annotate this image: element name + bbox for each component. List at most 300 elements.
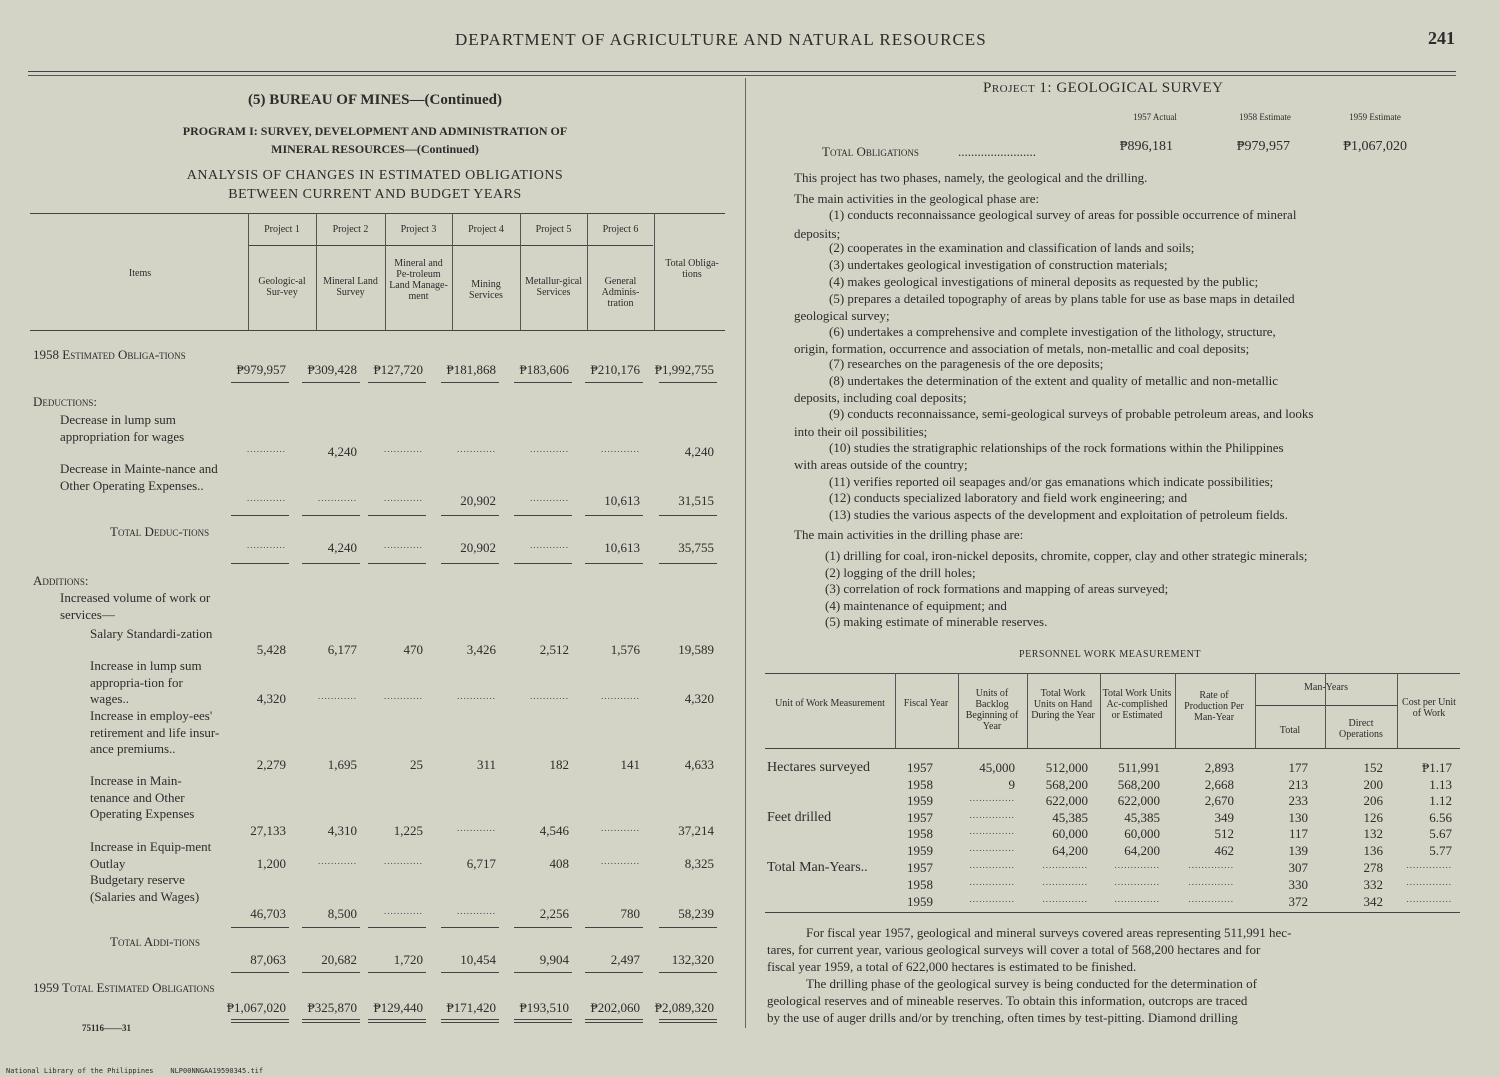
sum-rule [659, 927, 717, 928]
value-cell: ₱325,870 [307, 1000, 357, 1015]
empty-cell: ............ [247, 540, 286, 550]
row-label: Total Addi-tions [110, 934, 200, 949]
sum-rule [585, 563, 643, 564]
value-cell: 4,240 [327, 540, 357, 555]
value-cell: ₱1,067,020 [226, 1000, 286, 1015]
pwm-value: 1.13 [1429, 777, 1452, 792]
closing-line: For fiscal year 1957, geological and mineral surveys covered areas representing 511,991 hec- [806, 925, 1292, 940]
table-header-bottom-rule [30, 330, 725, 331]
pwm-header: Unit of Work Measurement [775, 698, 885, 709]
project-title: Project 1: GEOLOGICAL SURVEY [983, 80, 1224, 96]
empty-cell: ............ [384, 856, 423, 866]
pwm-value: 177 [1288, 760, 1308, 775]
empty-cell: ............ [530, 540, 569, 550]
empty-cell: ............ [384, 906, 423, 916]
intro-text: This project has two phases, namely, the geological and the drilling. [794, 170, 1148, 185]
column-divider [745, 78, 746, 1028]
total-obligations-label: Total Obligations [822, 144, 919, 159]
total-obligation-value: ₱1,067,020 [1343, 139, 1407, 154]
pwm-header: Man-Years [1304, 682, 1348, 693]
geological-activity: (9) conducts reconnaissance, semi-geological surveys of probable petroleum areas, and looks [829, 406, 1314, 421]
value-cell: 132,320 [671, 952, 714, 967]
value-cell: 8,325 [684, 856, 714, 871]
pwm-value: 622,000 [1045, 793, 1088, 808]
value-cell: 1,225 [393, 823, 423, 838]
scan-footer [6, 1067, 263, 1075]
empty-cell: ............ [318, 691, 357, 701]
print-code: 75116——31 [82, 1023, 132, 1033]
sum-rule [368, 382, 426, 383]
value-cell: ₱1,992,755 [654, 362, 714, 377]
sum-rule [231, 563, 289, 564]
value-cell: 2,497 [610, 952, 640, 967]
project-name-header: Geologic-al Sur-vey [258, 276, 306, 298]
final-rule [441, 1019, 499, 1020]
project-header: Project 2 [332, 224, 369, 235]
final-rule-2 [231, 1022, 289, 1023]
final-rule [585, 1019, 643, 1020]
value-cell: 8,500 [327, 906, 357, 921]
manyears-rule [1255, 705, 1397, 706]
pwm-header: Cost per Unit of Work [1402, 697, 1456, 719]
pwm-value: 130 [1288, 810, 1308, 825]
pwm-col-rule [1100, 673, 1101, 748]
empty-cell: ............ [457, 823, 496, 833]
value-cell: 2,256 [539, 906, 569, 921]
pwm-year: 1958 [907, 826, 933, 841]
geological-activity: (11) verifies reported oil seapages and/or gas emanations which indicate possibilities; [829, 474, 1274, 489]
empty-cell: ............ [530, 493, 569, 503]
drilling-activity: (2) logging of the drill holes; [825, 565, 976, 580]
empty-cell: .............. [1114, 894, 1160, 904]
project-row-rule [248, 245, 653, 246]
value-cell: 27,133 [250, 823, 286, 838]
empty-cell: ............ [384, 444, 423, 454]
row-label: Additions: [33, 573, 89, 588]
empty-cell: .............. [1406, 877, 1452, 887]
geological-activity: (2) cooperates in the examination and classification of lands and soils; [829, 240, 1195, 255]
value-cell: 1,695 [327, 757, 357, 772]
sum-rule [231, 382, 289, 383]
value-cell: 2,512 [539, 642, 569, 657]
pwm-value: 1.12 [1429, 793, 1452, 808]
final-rule [514, 1019, 572, 1020]
sum-rule [302, 563, 360, 564]
pwm-value: 332 [1363, 877, 1383, 892]
sum-rule [231, 927, 289, 928]
closing-line: geological reserves and of mineable reserves. To obtain this information, outcrops are traced [767, 993, 1248, 1008]
value-cell: 37,214 [678, 823, 714, 838]
value-cell: ₱171,420 [446, 1000, 496, 1015]
empty-cell: ............ [384, 493, 423, 503]
pwm-value: 2,893 [1204, 760, 1234, 775]
total-obligation-value: ₱896,181 [1119, 139, 1173, 154]
sum-rule [585, 972, 643, 973]
pwm-value: ₱1.17 [1422, 760, 1452, 775]
value-cell: 4,320 [256, 691, 286, 706]
pwm-value: 152 [1363, 760, 1383, 775]
pwm-header: Total [1279, 725, 1301, 736]
value-cell: 1,720 [393, 952, 423, 967]
closing-line: tares, for current year, various geological surveys will cover a total of 568,200 hectares and for [767, 942, 1261, 957]
value-cell: 87,063 [250, 952, 286, 967]
bureau-title: (5) BUREAU OF MINES—(Continued) [247, 92, 503, 108]
sum-rule [441, 382, 499, 383]
empty-cell: .............. [1042, 860, 1088, 870]
sum-rule [514, 927, 572, 928]
project-name-header: Metallur-gical Services [525, 276, 582, 298]
pwm-year: 1959 [907, 793, 933, 808]
value-cell: 311 [476, 757, 496, 772]
pwm-col-rule [1255, 673, 1256, 748]
row-label: Decrease in Mainte-nance and Other Operating Expenses.. [60, 461, 218, 493]
geological-activity: (6) undertakes a comprehensive and complete investigation of the lithology, structure, [829, 324, 1276, 339]
sum-rule [514, 382, 572, 383]
value-cell: 408 [549, 856, 569, 871]
project-header: Project 3 [400, 224, 437, 235]
geological-activity: (3) undertakes geological investigation of construction materials; [829, 257, 1168, 272]
geological-activity: deposits, including coal deposits; [794, 390, 967, 405]
row-label: Salary Standardi-zation [90, 626, 213, 641]
value-cell: ₱183,606 [519, 362, 569, 377]
pwm-value: 6.56 [1429, 810, 1452, 825]
year-header: 1959 Estimate [1349, 112, 1401, 122]
value-cell: ₱309,428 [307, 362, 357, 377]
sum-rule [441, 515, 499, 516]
pwm-value: 372 [1288, 894, 1308, 909]
column-rule [654, 213, 655, 330]
geological-heading: The main activities in the geological phase are: [794, 191, 1040, 206]
row-label: Increase in employ-ees' retirement and life insur-ance premiums.. [90, 708, 220, 756]
program-title-2: MINERAL RESOURCES—(Continued) [271, 142, 479, 156]
sum-rule [514, 563, 572, 564]
pwm-value: 45,000 [979, 760, 1015, 775]
value-cell: 20,682 [321, 952, 357, 967]
sum-rule [368, 927, 426, 928]
value-cell: ₱979,957 [236, 362, 286, 377]
value-cell: 182 [549, 757, 569, 772]
final-rule-2 [585, 1022, 643, 1023]
project-name-header: General Adminis-tration [601, 276, 640, 309]
pwm-value: 462 [1214, 843, 1234, 858]
value-cell: ₱127,720 [373, 362, 423, 377]
pwm-value: 5.77 [1429, 843, 1452, 858]
sum-rule [514, 972, 572, 973]
value-cell: ₱129,440 [373, 1000, 423, 1015]
drilling-activity: (3) correlation of rock formations and mapping of areas surveyed; [825, 581, 1169, 596]
year-header: 1957 Actual [1133, 112, 1177, 122]
value-cell: 9,904 [539, 952, 569, 967]
sum-rule [514, 515, 572, 516]
value-cell: 4,546 [539, 823, 569, 838]
empty-cell: ............ [601, 444, 640, 454]
pwm-value: 2,670 [1204, 793, 1234, 808]
empty-cell: .............. [1042, 877, 1088, 887]
pwm-bottom-rule [765, 912, 1460, 913]
empty-cell: ............ [247, 493, 286, 503]
pwm-year: 1959 [907, 843, 933, 858]
page-header-title: DEPARTMENT OF AGRICULTURE AND NATURAL RESOURCES [455, 30, 987, 49]
closing-line: by the use of auger drills and/or by trenching, often times by test-pitting. Diamond drilling [767, 1010, 1238, 1025]
pwm-col-rule [895, 673, 896, 748]
sum-rule [302, 927, 360, 928]
total-obligations-leader: ........................ [958, 144, 1036, 159]
pwm-year: 1957 [907, 760, 933, 775]
empty-cell: .............. [969, 894, 1015, 904]
project-name-header: Mining Services [469, 279, 503, 301]
pwm-value: 117 [1288, 826, 1308, 841]
pwm-value: 233 [1288, 793, 1308, 808]
pwm-value: 330 [1288, 877, 1308, 892]
final-rule-2 [302, 1022, 360, 1023]
value-cell: 25 [410, 757, 423, 772]
value-cell: 5,428 [256, 642, 286, 657]
pwm-unit: Total Man-Years.. [767, 860, 868, 875]
pwm-header: Direct Operations [1339, 718, 1383, 740]
value-cell: ₱193,510 [519, 1000, 569, 1015]
value-cell: 6,177 [327, 642, 357, 657]
value-cell: 4,240 [327, 444, 357, 459]
drilling-heading: The main activities in the drilling phase are: [794, 527, 1024, 542]
library-name: National Library of the Philippines [6, 1067, 154, 1075]
project-name-header: Mineral Land Survey [323, 276, 378, 298]
value-cell: ₱210,176 [590, 362, 640, 377]
value-cell: 31,515 [678, 493, 714, 508]
pwm-col-rule [1175, 673, 1176, 748]
pwm-col-rule [1397, 673, 1398, 748]
final-rule-2 [441, 1022, 499, 1023]
pwm-value: 139 [1288, 843, 1308, 858]
empty-cell: ............ [601, 856, 640, 866]
value-cell: 4,310 [327, 823, 357, 838]
empty-cell: ............ [247, 444, 286, 454]
row-label: Increase in Main-tenance and Other Operating Expenses [90, 773, 195, 821]
pwm-value: 64,200 [1124, 843, 1160, 858]
empty-cell: .............. [969, 826, 1015, 836]
pwm-year: 1958 [907, 877, 933, 892]
final-rule-2 [659, 1022, 717, 1023]
empty-cell: ............ [318, 856, 357, 866]
sum-rule [585, 927, 643, 928]
empty-cell: .............. [1114, 877, 1160, 887]
geological-activity: (12) conducts specialized laboratory and field work engineering; and [829, 490, 1188, 505]
pwm-value: 278 [1363, 860, 1383, 875]
empty-cell: ............ [384, 691, 423, 701]
sum-rule [302, 382, 360, 383]
pwm-header-rule [765, 748, 1460, 749]
sum-rule [659, 563, 717, 564]
value-cell: 4,240 [684, 444, 714, 459]
pwm-value: 136 [1363, 843, 1383, 858]
sum-rule [302, 972, 360, 973]
pwm-header: Units of Backlog Beginning of Year [965, 688, 1019, 732]
program-title: PROGRAM I: SURVEY, DEVELOPMENT AND ADMINISTRATION OF [182, 124, 568, 138]
pwm-value: 45,385 [1124, 810, 1160, 825]
row-label: Increased volume of work or services— [60, 590, 211, 622]
row-label: Increase in lump sum appropria-tion for wages.. [90, 658, 202, 706]
empty-cell: ............ [530, 691, 569, 701]
row-label: Total Deduc-tions [110, 524, 210, 539]
pwm-col-rule [958, 673, 959, 748]
value-cell: 141 [620, 757, 640, 772]
sum-rule [441, 563, 499, 564]
pwm-unit: Feet drilled [767, 810, 832, 825]
empty-cell: .............. [969, 810, 1015, 820]
pwm-value: 568,200 [1117, 777, 1160, 792]
geological-activity: (8) undertakes the determination of the extent and quality of metallic and non-metallic [829, 373, 1279, 388]
value-cell: ₱181,868 [446, 362, 496, 377]
sum-rule [659, 382, 717, 383]
pwm-title: PERSONNEL WORK MEASUREMENT [1019, 649, 1201, 660]
closing-line: fiscal year 1959, a total of 622,000 hectares is estimated to be finished. [767, 959, 1137, 974]
empty-cell: ............ [457, 691, 496, 701]
value-cell: 10,613 [604, 540, 640, 555]
pwm-value: 206 [1363, 793, 1383, 808]
final-rule [231, 1019, 289, 1020]
project-header: Project 1 [264, 224, 300, 235]
analysis-title-2: BETWEEN CURRENT AND BUDGET YEARS [228, 187, 522, 202]
pwm-header: Fiscal Year [903, 698, 949, 709]
pwm-year: 1959 [907, 894, 933, 909]
value-cell: 10,613 [604, 493, 640, 508]
geological-activity: (10) studies the stratigraphic relationships of the rock formations within the Philippines [829, 440, 1284, 455]
value-cell: 6,717 [466, 856, 496, 871]
value-cell: 1,200 [256, 856, 286, 871]
year-header: 1958 Estimate [1239, 112, 1291, 122]
header-rule-2 [28, 75, 1456, 76]
value-cell: 780 [620, 906, 640, 921]
geological-activity: into their oil possibilities; [794, 424, 928, 439]
pwm-value: 132 [1363, 826, 1383, 841]
page-number: 241 [1428, 28, 1455, 48]
value-cell: ₱2,089,320 [654, 1000, 714, 1015]
geological-activity: (4) makes geological investigations of mineral deposits as requested by the public; [829, 274, 1259, 289]
pwm-value: 2,668 [1204, 777, 1234, 792]
total-obligations-header: Total Obliga-tions [665, 258, 719, 280]
table-top-rule [30, 213, 725, 214]
empty-cell: .............. [969, 877, 1015, 887]
row-label: Budgetary reserve (Salaries and Wages) [90, 872, 200, 904]
empty-cell: ............ [457, 906, 496, 916]
sum-rule [368, 515, 426, 516]
project-name-header: Mineral and Pe-troleum Land Manage-ment [389, 258, 448, 302]
closing-line: The drilling phase of the geological survey is being conducted for the determination of [806, 976, 1257, 991]
header-rule [28, 71, 1456, 72]
pwm-value: 45,385 [1052, 810, 1088, 825]
value-cell: ₱202,060 [590, 1000, 640, 1015]
pwm-top-rule [765, 673, 1460, 674]
value-cell: 20,902 [460, 540, 496, 555]
sum-rule [659, 972, 717, 973]
pwm-value: 213 [1288, 777, 1308, 792]
row-label: 1958 Estimated Obliga-tions [33, 347, 186, 362]
pwm-header: Total Work Units Ac-complished or Estimated [1102, 688, 1172, 721]
empty-cell: .............. [1406, 860, 1452, 870]
final-rule-2 [368, 1022, 426, 1023]
pwm-year: 1957 [907, 860, 933, 875]
pwm-value: 568,200 [1045, 777, 1088, 792]
empty-cell: .............. [969, 860, 1015, 870]
empty-cell: .............. [1188, 860, 1234, 870]
drilling-activity: (5) making estimate of minerable reserves. [825, 614, 1048, 629]
file-name: NLP00NNGAA19590345.tif [170, 1067, 264, 1075]
pwm-value: 126 [1363, 810, 1383, 825]
pwm-value: 511,991 [1118, 760, 1160, 775]
value-cell: 4,633 [684, 757, 714, 772]
empty-cell: .............. [969, 793, 1015, 803]
pwm-header: Rate of Production Per Man-Year [1184, 690, 1244, 723]
value-cell: 3,426 [466, 642, 496, 657]
sum-rule [441, 927, 499, 928]
value-cell: 19,589 [678, 642, 714, 657]
final-rule [302, 1019, 360, 1020]
row-label: Increase in Equip-ment Outlay [90, 839, 212, 871]
pwm-value: 622,000 [1117, 793, 1160, 808]
row-label: Deductions: [33, 394, 97, 409]
value-cell: 10,454 [460, 952, 496, 967]
sum-rule [441, 972, 499, 973]
final-rule [659, 1019, 717, 1020]
drilling-activity: (4) maintenance of equipment; and [825, 598, 1007, 613]
pwm-value: 200 [1363, 777, 1383, 792]
value-cell: 470 [403, 642, 423, 657]
project-header: Project 6 [602, 224, 639, 235]
pwm-value: 64,200 [1052, 843, 1088, 858]
pwm-value: 342 [1363, 894, 1383, 909]
final-rule [368, 1019, 426, 1020]
empty-cell: .............. [969, 843, 1015, 853]
pwm-header: Total Work Units on Hand During the Year [1031, 688, 1095, 721]
pwm-year: 1958 [907, 777, 933, 792]
pwm-unit: Hectares surveyed [767, 760, 871, 775]
total-obligation-value: ₱979,957 [1236, 139, 1290, 154]
empty-cell: ............ [457, 444, 496, 454]
pwm-value: 512 [1214, 826, 1234, 841]
geological-activity: (5) prepares a detailed topography of areas by plans table for use as base maps in detailed [829, 291, 1295, 306]
sum-rule [302, 515, 360, 516]
empty-cell: .............. [1406, 894, 1452, 904]
value-cell: 46,703 [250, 906, 286, 921]
pwm-value: 307 [1288, 860, 1308, 875]
empty-cell: .............. [1188, 877, 1234, 887]
pwm-value: 60,000 [1052, 826, 1088, 841]
pwm-year: 1957 [907, 810, 933, 825]
sum-rule [368, 972, 426, 973]
analysis-title: ANALYSIS OF CHANGES IN ESTIMATED OBLIGATIONS [186, 168, 564, 183]
geological-activity: (13) studies the various aspects of the development and exploitation of petroleum fields. [829, 507, 1288, 522]
value-cell: 58,239 [678, 906, 714, 921]
sum-rule [231, 972, 289, 973]
pwm-value: 60,000 [1124, 826, 1160, 841]
geological-activity: deposits; [794, 226, 841, 241]
sum-rule [231, 515, 289, 516]
drilling-activity: (1) drilling for coal, iron-nickel deposits, chromite, copper, clay and other strategic minerals; [825, 548, 1308, 563]
geological-activity: (7) researches on the paragenesis of the ore deposits; [829, 356, 1104, 371]
project-header: Project 5 [535, 224, 572, 235]
value-cell: 2,279 [256, 757, 286, 772]
geological-activity: (1) conducts reconnaissance geological survey of areas for possible occurrence of mineral [829, 207, 1297, 222]
empty-cell: ............ [601, 691, 640, 701]
sum-rule [659, 515, 717, 516]
row-label: Decrease in lump sum appropriation for wages [60, 412, 185, 444]
empty-cell: ............ [384, 540, 423, 550]
sum-rule [368, 563, 426, 564]
empty-cell: ............ [318, 493, 357, 503]
pwm-value: 349 [1214, 810, 1234, 825]
geological-activity: geological survey; [794, 308, 890, 323]
empty-cell: .............. [1114, 860, 1160, 870]
value-cell: 35,755 [678, 540, 714, 555]
